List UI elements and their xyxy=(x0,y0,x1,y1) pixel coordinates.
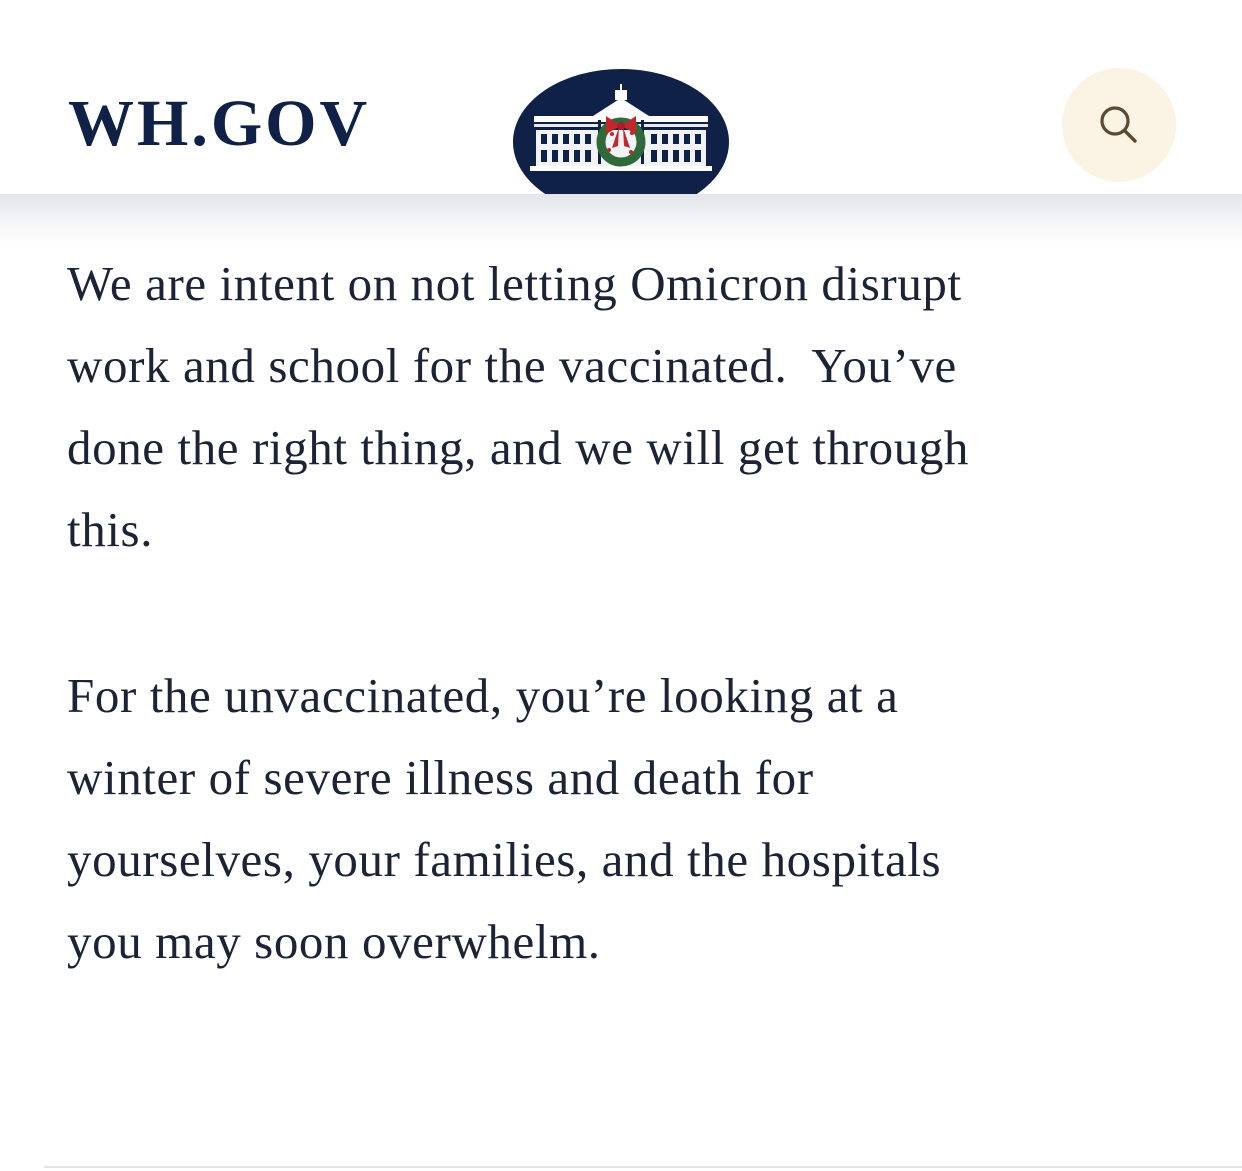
site-title-link[interactable]: WH.GOV xyxy=(68,87,371,160)
search-icon xyxy=(1095,101,1143,149)
statement-paragraph xyxy=(67,655,1207,983)
statement-paragraph xyxy=(67,243,1207,571)
site-header xyxy=(0,0,1242,194)
statement-line: We are intent on not letting Omicron disrupt xyxy=(67,256,962,311)
statement-line: For the unvaccinated, you’re looking at a xyxy=(67,668,899,723)
search-button[interactable] xyxy=(1062,68,1176,182)
statement-line: done the right thing, and we will get through xyxy=(67,420,970,475)
header-shadow xyxy=(0,194,1242,246)
statement-line: winter of severe illness and death for xyxy=(67,750,814,805)
statement-line: this. xyxy=(67,502,154,557)
bottom-divider xyxy=(44,1166,1242,1168)
statement-line: you may soon overwhelm. xyxy=(67,914,601,969)
statement-line: yourselves, your families, and the hospitals xyxy=(67,832,942,887)
statement-body xyxy=(67,243,1207,983)
statement-line: work and school for the vaccinated. You’ve xyxy=(67,338,957,393)
